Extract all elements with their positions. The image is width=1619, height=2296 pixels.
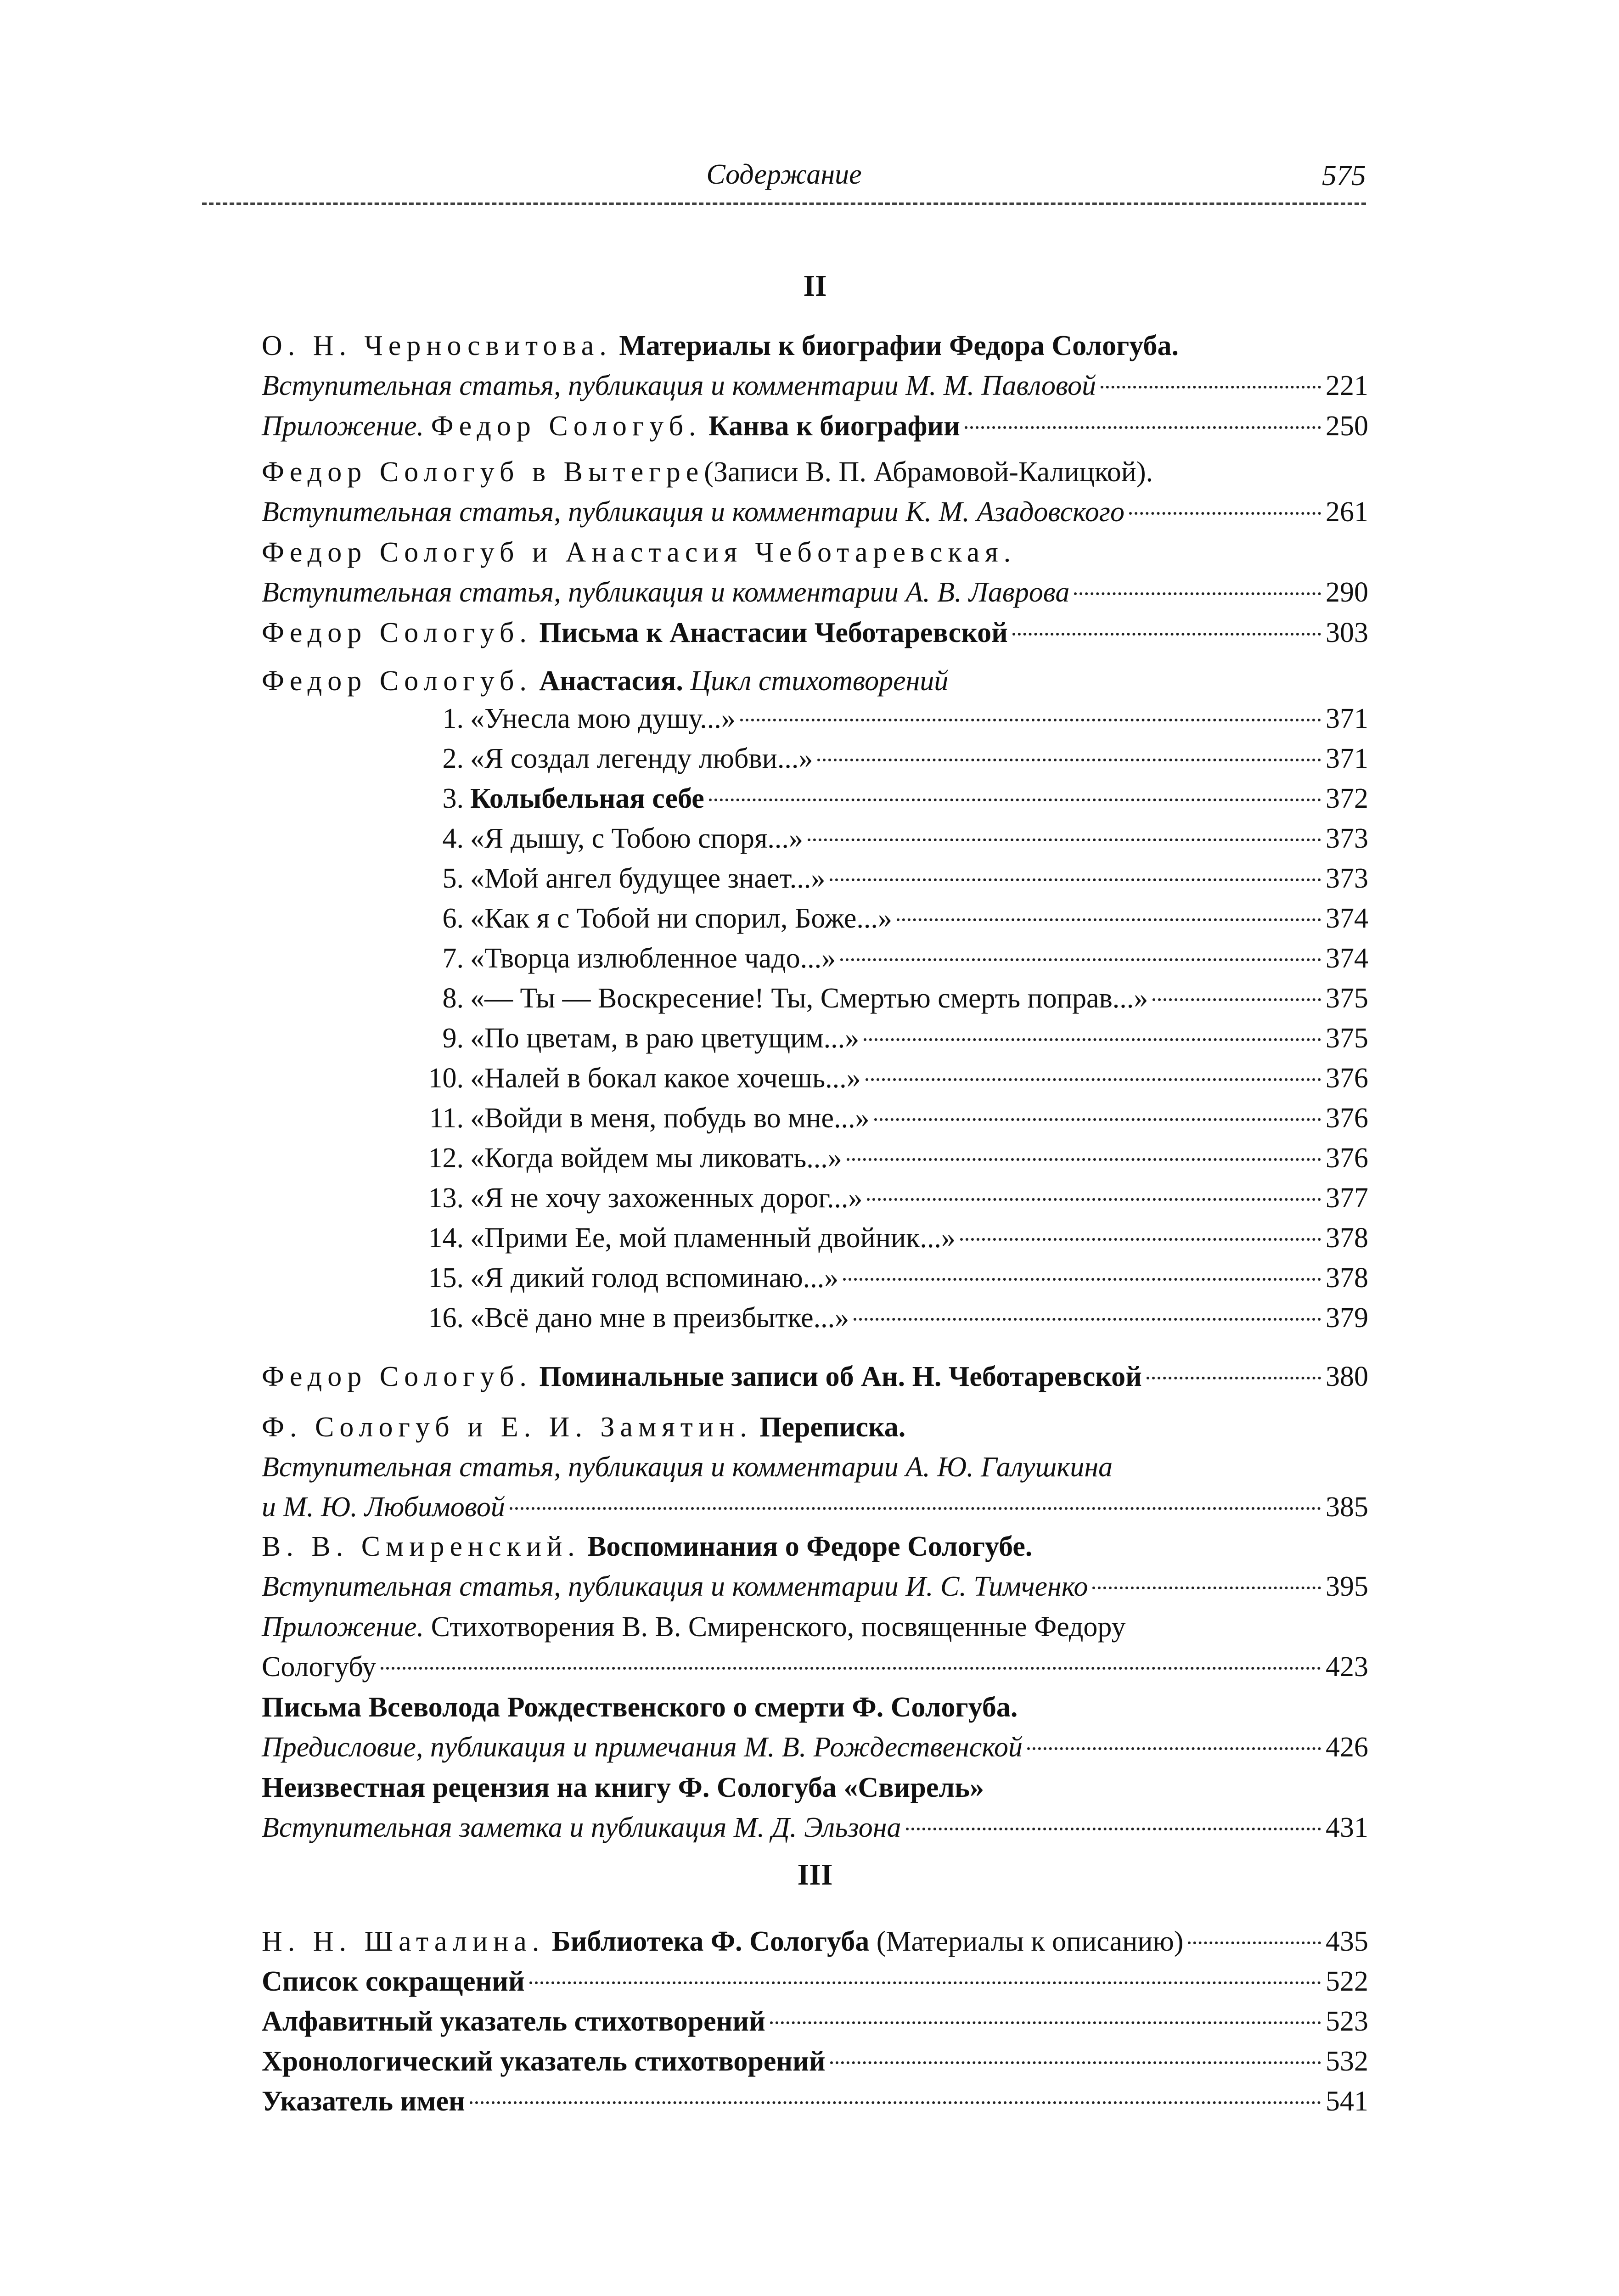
poem-page: 376 (1326, 1063, 1368, 1094)
toc-line (262, 1768, 1368, 1808)
poem-item (413, 902, 1368, 942)
toc-line (262, 613, 1368, 653)
entry-page: 426 (1326, 1732, 1368, 1763)
poem-item (413, 982, 1368, 1022)
dot-leader (1012, 633, 1321, 636)
poem-number: 13. (428, 1182, 464, 1214)
entry-title: Библиотека Ф. Сологуба (551, 1926, 870, 1957)
poem-number: 10. (428, 1063, 464, 1094)
poem-page: 374 (1326, 943, 1368, 974)
entry-page: 303 (1326, 617, 1368, 648)
toc-entry (262, 1527, 1368, 1607)
poem-number: 9. (442, 1023, 464, 1054)
toc-line (262, 573, 1368, 613)
poem-item (413, 862, 1368, 902)
poem-item (413, 703, 1368, 743)
entry-title: Хронологический указатель стихотворений (262, 2046, 826, 2077)
entry-title: Указатель имен (262, 2086, 465, 2117)
toc-entry (262, 661, 1368, 701)
poem-list (413, 703, 1368, 1342)
dot-leader (840, 958, 1321, 961)
toc-line (262, 1487, 1368, 1527)
poem-title: «Мой ангел будущее знает...» (470, 863, 826, 894)
poem-page: 377 (1326, 1182, 1368, 1214)
toc-line (262, 1922, 1368, 1962)
entry-title: Алфавитный указатель стихотворений (262, 2006, 765, 2037)
toc-entry (262, 1357, 1368, 1397)
entry-subtitle: Вступительная заметка и публикация М. Д. Эльзона (262, 1812, 901, 1843)
poem-item (413, 1022, 1368, 1062)
header-rule (202, 203, 1366, 205)
poem-title: «Налей в бокал какое хочешь...» (470, 1063, 861, 1094)
entry-page: 423 (1326, 1651, 1368, 1683)
toc-entry (262, 1768, 1368, 1848)
poem-number: 15. (428, 1262, 464, 1294)
entry-title: Переписка. (759, 1412, 906, 1443)
poem-page: 378 (1326, 1262, 1368, 1294)
entry-subtitle: и М. Ю. Любимовой (262, 1491, 505, 1523)
dot-leader (510, 1507, 1321, 1510)
entry-author: Федор Сологуб. (262, 1361, 532, 1392)
poem-number: 1. (442, 703, 464, 734)
poem-title: «Творца излюбленное чадо...» (470, 943, 836, 974)
entry-page: 532 (1326, 2046, 1368, 2077)
poem-page: 372 (1326, 783, 1368, 814)
dot-leader (1152, 998, 1321, 1001)
poem-page: 375 (1326, 1023, 1368, 1054)
poem-item (413, 1062, 1368, 1102)
poem-item (413, 743, 1368, 782)
running-header (202, 158, 1366, 214)
poem-page: 375 (1326, 983, 1368, 1014)
dot-leader (830, 2061, 1321, 2064)
toc-line (262, 1357, 1368, 1397)
dot-leader (866, 1078, 1321, 1081)
poem-page: 371 (1326, 703, 1368, 734)
entry-title: Поминальные записи об Ан. Н. Чеботаревской (539, 1361, 1142, 1392)
entry-title: Материалы к биографии Федора Сологуба. (619, 330, 1179, 361)
toc-line (262, 1607, 1368, 1647)
entry-author: В. В. Смиренский. (262, 1531, 580, 1562)
toc-entry (262, 613, 1368, 653)
poem-title: «Я дикий голод вспоминаю...» (470, 1262, 839, 1294)
toc-line (262, 2082, 1368, 2122)
dot-leader (709, 799, 1321, 801)
toc-line (262, 406, 1368, 446)
entry-page: 290 (1326, 577, 1368, 608)
dot-leader (864, 1038, 1321, 1041)
poem-page: 374 (1326, 903, 1368, 934)
dot-leader (867, 1198, 1321, 1201)
toc-entry (262, 326, 1368, 406)
entry-subtitle: Вступительная статья, публикация и комментарии М. М. Павловой (262, 370, 1096, 401)
poem-item (413, 782, 1368, 822)
toc-entry (262, 1407, 1368, 1527)
entry-page: 380 (1326, 1361, 1368, 1392)
poem-number: 12. (428, 1142, 464, 1174)
entry-page: 250 (1326, 411, 1368, 442)
toc-line (262, 1728, 1368, 1767)
poem-page: 376 (1326, 1142, 1368, 1174)
toc-entry (262, 1922, 1368, 1962)
dot-leader (817, 759, 1321, 761)
toc-entry (262, 533, 1368, 613)
poem-number: 8. (442, 983, 464, 1014)
entry-page: 523 (1326, 2006, 1368, 2037)
dot-leader (874, 1118, 1321, 1121)
dot-leader (906, 1828, 1321, 1830)
dot-leader (1074, 592, 1321, 595)
entry-page: 541 (1326, 2086, 1368, 2117)
dot-leader (1027, 1747, 1321, 1750)
toc-entry (262, 1962, 1368, 2122)
dot-leader (381, 1667, 1321, 1670)
entry-author: Федор Сологуб и Анастасия Чеботаревская. (262, 537, 1017, 568)
toc-line (262, 2002, 1368, 2042)
dot-leader (740, 719, 1321, 721)
entry-rest: (Записи В. П. Абрамовой-Калицкой). (704, 456, 1153, 488)
poem-page: 371 (1326, 743, 1368, 774)
poem-item (413, 1142, 1368, 1182)
dot-leader (770, 2021, 1321, 2024)
entry-title: Письма Всеволода Рождественского о смерти Ф. Сологуба. (262, 1692, 1018, 1723)
poem-item (413, 1302, 1368, 1342)
poem-page: 373 (1326, 823, 1368, 854)
toc-line (262, 326, 1368, 366)
poem-page: 376 (1326, 1103, 1368, 1134)
poem-item (413, 1182, 1368, 1222)
poem-number: 2. (442, 743, 464, 774)
entry-page: 221 (1326, 370, 1368, 401)
poem-item (413, 822, 1368, 862)
entry-author: Федор Сологуб. (262, 665, 532, 697)
toc-line (262, 1567, 1368, 1607)
poem-number: 3. (442, 783, 464, 814)
dot-leader (1147, 1377, 1321, 1379)
poem-title: «Унесла мою душу...» (470, 703, 736, 734)
section-numeral-iii: III (797, 1858, 833, 1891)
toc-line (262, 492, 1368, 532)
entry-subtitle: Цикл стихотворений (690, 665, 949, 697)
entry-rest: Сологубу (262, 1651, 377, 1683)
poem-number: 7. (442, 943, 464, 974)
toc-line (262, 533, 1368, 573)
dot-leader (1101, 386, 1321, 388)
entry-rest: (Материалы к описанию) (876, 1926, 1184, 1957)
dot-leader (1092, 1587, 1321, 1589)
toc-line (262, 452, 1368, 492)
toc-line (262, 1527, 1368, 1567)
entry-author: Федор Сологуб. (431, 411, 702, 442)
poem-title: «Когда войдем мы ликовать...» (470, 1142, 842, 1174)
poem-page: 373 (1326, 863, 1368, 894)
poem-number: 4. (442, 823, 464, 854)
dot-leader (847, 1158, 1321, 1161)
poem-title: «Я дышу, с Тобою споря...» (470, 823, 803, 854)
toc-entry (262, 1688, 1368, 1767)
poem-title: «Как я с Тобой ни спорил, Боже...» (470, 903, 892, 934)
poem-number: 14. (428, 1222, 464, 1254)
toc-line (262, 661, 1368, 701)
entry-page: 395 (1326, 1571, 1368, 1602)
dot-leader (960, 1238, 1321, 1241)
entry-subtitle: Вступительная статья, публикация и комментарии А. В. Лаврова (262, 577, 1070, 608)
poem-page: 378 (1326, 1222, 1368, 1254)
dot-leader (830, 878, 1321, 881)
poem-number: 11. (429, 1103, 464, 1134)
poem-item (413, 1262, 1368, 1302)
toc-entry (262, 1607, 1368, 1687)
toc-line (262, 1407, 1368, 1447)
poem-title: «Прими Ее, мой пламенный двойник...» (470, 1222, 956, 1254)
entry-rest: Стихотворения В. В. Смиренского, посвященные Федору (431, 1611, 1126, 1643)
poem-title: «Всё дано мне в преизбытке...» (470, 1302, 849, 1334)
poem-item (413, 1222, 1368, 1262)
poem-title: Колыбельная себе (470, 783, 704, 814)
entry-page: 431 (1326, 1812, 1368, 1843)
toc-line (262, 1808, 1368, 1848)
poem-item (413, 1102, 1368, 1142)
entry-title: Список сокращений (262, 1966, 525, 1997)
poem-number: 16. (428, 1302, 464, 1334)
entry-page: 385 (1326, 1491, 1368, 1523)
dot-leader (808, 838, 1321, 841)
dot-leader (897, 918, 1321, 921)
toc-entry (262, 452, 1368, 532)
entry-prefix: Приложение. (262, 1611, 424, 1643)
dot-leader (1129, 512, 1321, 515)
entry-title: Канва к биографии (708, 411, 960, 442)
poem-title: «Я не хочу захоженных дорог...» (470, 1182, 863, 1214)
entry-page: 435 (1326, 1926, 1368, 1957)
poem-title: «— Ты — Воскресение! Ты, Смертью смерть поправ...» (470, 983, 1148, 1014)
entry-title: Анастасия. (539, 665, 683, 697)
toc-line (262, 366, 1368, 406)
entry-title: Воспоминания о Федоре Сологубе. (587, 1531, 1033, 1562)
entry-page: 261 (1326, 496, 1368, 528)
poem-number: 6. (442, 903, 464, 934)
toc-line (262, 1647, 1368, 1687)
toc-entry (262, 406, 1368, 446)
page-number: 575 (1322, 159, 1366, 191)
entry-author: О. Н. Черносвитова. (262, 330, 612, 361)
entry-page: 522 (1326, 1966, 1368, 1997)
section-numeral-ii: II (803, 269, 827, 303)
toc-line (262, 1688, 1368, 1728)
entry-author: Федор Сологуб. (262, 617, 532, 648)
poem-page: 379 (1326, 1302, 1368, 1334)
entry-subtitle: Вступительная статья, публикация и комментарии И. С. Тимченко (262, 1571, 1088, 1602)
entry-author: Федор Сологуб в Вытегре (262, 456, 704, 488)
poem-title: «Войди в меня, побудь во мне...» (470, 1103, 870, 1134)
running-header-title: Содержание (706, 159, 862, 190)
dot-leader (470, 2101, 1321, 2104)
poem-item (413, 942, 1368, 982)
entry-author: Н. Н. Шаталина. (262, 1926, 545, 1957)
toc-line (262, 1962, 1368, 2002)
entry-title: Неизвестная рецензия на книгу Ф. Сологуба «Свирель» (262, 1772, 984, 1803)
toc-line (262, 2042, 1368, 2082)
entry-prefix: Приложение. (262, 411, 424, 442)
poem-title: «Я создал легенду любви...» (470, 743, 813, 774)
dot-leader (1188, 1941, 1321, 1944)
entry-title: Письма к Анастасии Чеботаревской (539, 617, 1008, 648)
entry-subtitle: Вступительная статья, публикация и комментарии К. М. Азадовского (262, 496, 1124, 528)
dot-leader (843, 1278, 1321, 1281)
poem-number: 5. (442, 863, 464, 894)
dot-leader (854, 1318, 1321, 1321)
entry-author: Ф. Сологуб и Е. И. Замятин. (262, 1412, 753, 1443)
poem-title: «По цветам, в раю цветущим...» (470, 1023, 860, 1054)
toc-line (262, 1447, 1368, 1487)
entry-subtitle: Вступительная статья, публикация и комментарии А. Ю. Галушкина (262, 1452, 1113, 1483)
dot-leader (965, 426, 1321, 429)
dot-leader (529, 1981, 1321, 1984)
entry-subtitle: Предисловие, публикация и примечания М. В. Рождественской (262, 1732, 1023, 1763)
